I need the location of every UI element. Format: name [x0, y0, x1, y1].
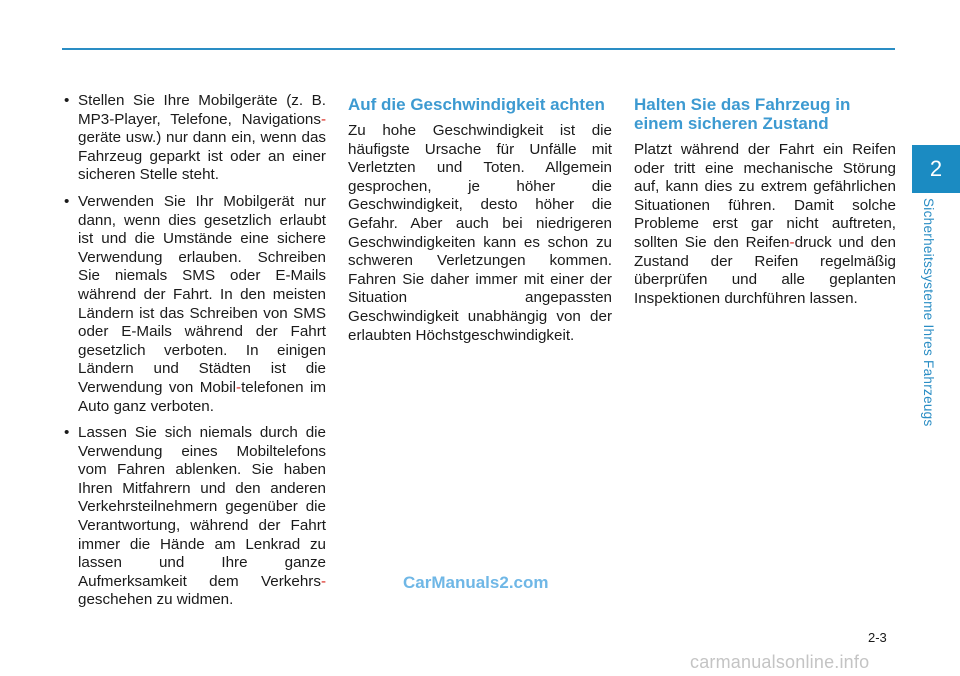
bullet-text: Verwenden Sie Ihr Mobilgerät nur dann, wenn dies gesetzlich erlaubt ist und die Umstände eine sichere Verwendung erlauben. Schreiben Sie niemals SMS oder E-Mails während der Fahrt. In den meisten Ländern ist das Schreiben von SMS oder E-Mails während der Fahrt gesetzlich verboten. In einigen Ländern und Städten ist die Verwendung von Mobil: [78, 192, 326, 396]
section-heading-speed: Auf die Geschwindigkeit achten: [348, 95, 605, 114]
hyphen-mark: -: [320, 572, 326, 590]
section-body-speed: Zu hohe Geschwindigkeit ist die häufigste Ursache für Unfälle mit Verletzten und Toten. Allgemein gesprochen, je höher die Geschwindigkeit, desto höher die Gefahr. Aber auch bei niedrigeren Geschwindigkeiten kann es schon zu schweren Verletzungen kommen. Fahren Sie daher immer mit einer der Situation angepassten Geschwindigkeit unabhängig von der erlaubten Höchstgeschwindigkeit.: [348, 122, 612, 344]
section-heading-vehicle-condition: Halten Sie das Fahrzeug in einem sicheren Zustand: [634, 95, 851, 133]
bullet-text: Lassen Sie sich niemals durch die Verwendung eines Mobiltelefons vom Fahren ablenken. Sie haben Ihren Mitfahrern und den anderen Verkehrsteilnehmern gegenüber die Verantwortung, während der Fahrt immer die Hände am Lenkrad zu lassen und Ihre ganze Aufmerksamkeit dem Verkehrs: [78, 424, 326, 590]
hyphen-mark: -: [789, 233, 795, 251]
watermark-carmanuals2: CarManuals2.com: [403, 573, 549, 592]
column-middle: [348, 95, 612, 345]
bullet-item: [62, 92, 326, 185]
bullet-list: [62, 92, 326, 610]
bullet-text-continued: telefonen im Auto ganz verboten.: [78, 378, 326, 415]
hyphen-mark: -: [320, 110, 326, 128]
bullet-text-continued: geschehen zu widmen.: [78, 591, 234, 609]
chapter-title-vertical: Sicherheitssysteme Ihres Fahrzeugs: [921, 198, 936, 427]
bullet-item: [62, 424, 326, 610]
column-left: [62, 92, 326, 618]
header-rule: [62, 48, 895, 50]
chapter-number: 2: [929, 156, 943, 181]
page-number: 2-3: [868, 630, 887, 645]
column-right: [634, 95, 896, 308]
body-text: Platzt während der Fahrt ein Reifen oder tritt eine mechanische Störung auf, kann dies zu extrem gefährlichen Situationen führen. Damit solche Probleme erst gar nicht auftreten, sollten Sie den Reifen: [634, 141, 896, 251]
bullet-item: [62, 193, 326, 416]
body-text-continued: druck und den Zustand der Reifen regelmäßig überprüfen und alle geplanten Inspektionen durchführen lassen.: [634, 233, 896, 307]
watermark-carmanualsonline: carmanualsonline.info: [690, 652, 870, 672]
hyphen-mark: -: [236, 378, 242, 396]
chapter-tab: [912, 145, 960, 193]
section-body-vehicle-condition: [634, 141, 896, 308]
bullet-text: Stellen Sie Ihre Mobilgeräte (z. B. MP3-Player, Telefone, Navigations: [78, 92, 326, 128]
bullet-text-continued: geräte usw.) nur dann ein, wenn das Fahrzeug geparkt ist oder an einer sicheren Stelle steht.: [78, 129, 326, 184]
